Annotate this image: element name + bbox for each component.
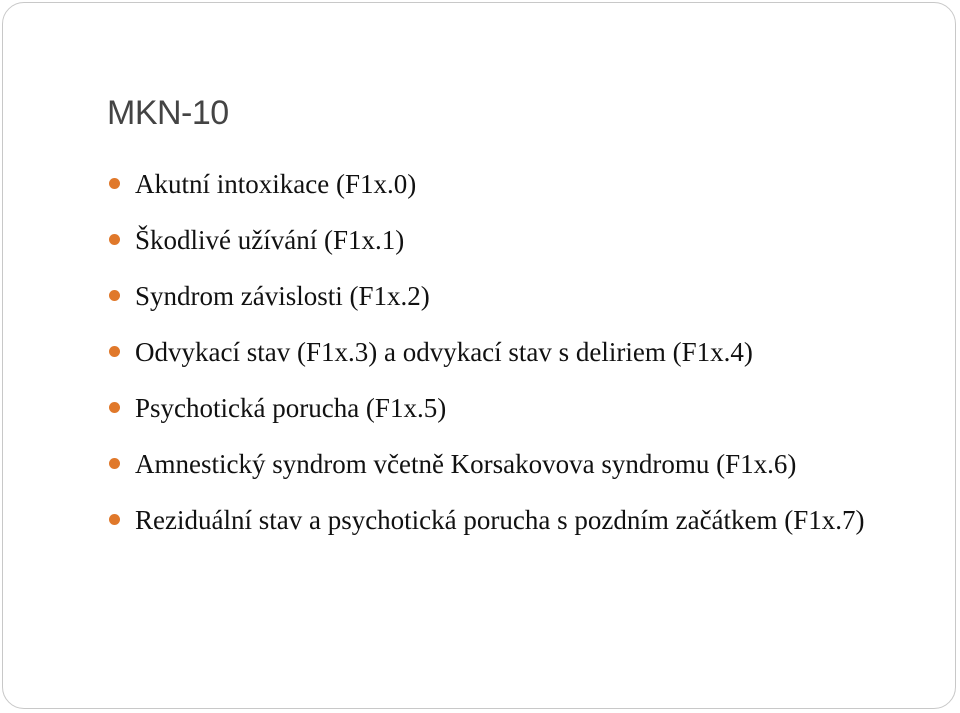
bullet-item xyxy=(107,219,887,261)
slide xyxy=(2,2,956,709)
bullet-item xyxy=(107,499,887,541)
bullet-text: Amnestický syndrom včetně Korsakovova syndromu (F1x.6) xyxy=(135,449,797,479)
bullet-dot-icon xyxy=(109,514,120,525)
bullet-dot-icon xyxy=(109,346,120,357)
bullet-item xyxy=(107,163,887,205)
bullet-list xyxy=(107,163,887,555)
bullet-item xyxy=(107,275,887,317)
bullet-text: Škodlivé užívání (F1x.1) xyxy=(135,225,405,255)
bullet-text: Psychotická porucha (F1x.5) xyxy=(135,393,447,423)
bullet-item xyxy=(107,331,887,373)
bullet-dot-icon xyxy=(109,290,120,301)
bullet-text: Akutní intoxikace (F1x.0) xyxy=(135,169,417,199)
bullet-item xyxy=(107,443,887,485)
slide-title: MKN-10 xyxy=(107,94,229,132)
bullet-dot-icon xyxy=(109,458,120,469)
bullet-text: Reziduální stav a psychotická porucha s pozdním začátkem (F1x.7) xyxy=(135,505,865,535)
bullet-item xyxy=(107,387,887,429)
bullet-text: Odvykací stav (F1x.3) a odvykací stav s deliriem (F1x.4) xyxy=(135,337,753,367)
bullet-dot-icon xyxy=(109,234,120,245)
bullet-dot-icon xyxy=(109,402,120,413)
bullet-text: Syndrom závislosti (F1x.2) xyxy=(135,281,430,311)
bullet-dot-icon xyxy=(109,178,120,189)
